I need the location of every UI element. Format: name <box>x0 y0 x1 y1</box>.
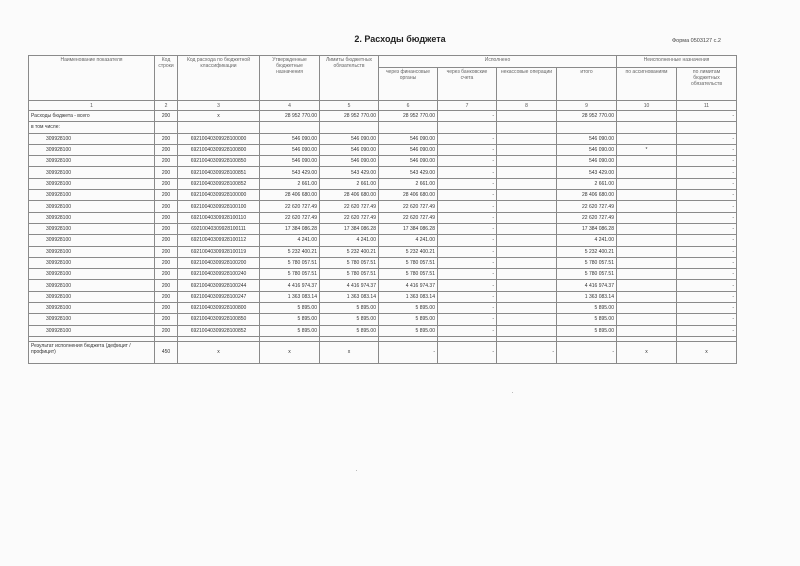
result-exec-fin: - <box>379 341 438 363</box>
row-unexec-limits: - <box>677 201 737 212</box>
column-number: 2 <box>155 101 178 111</box>
row-unexec-assign <box>617 212 677 223</box>
row-exec-total: 5 780 057.51 <box>557 257 617 268</box>
row-name: в том числе: <box>29 122 155 133</box>
row-approved: 4 416 974.37 <box>260 280 320 291</box>
row-limits: 17 384 086.28 <box>320 223 379 234</box>
row-exec-bank: - <box>438 269 497 280</box>
table-row <box>29 122 737 133</box>
row-limits: 2 661.00 <box>320 178 379 189</box>
row-budget-code: 69210040309928100800 <box>178 144 260 155</box>
row-line-code: 200 <box>155 133 178 144</box>
row-limits: 546 090.00 <box>320 133 379 144</box>
row-unexec-assign <box>617 235 677 246</box>
row-unexec-limits: - <box>677 303 737 314</box>
header-unexecuted: Неисполненные назначения <box>617 56 737 68</box>
row-exec-fin: 28 952 770.00 <box>379 111 438 122</box>
row-exec-total: 5 780 057.51 <box>557 269 617 280</box>
result-unexec-limits: x <box>677 341 737 363</box>
row-exec-total <box>557 122 617 133</box>
row-unexec-limits: - <box>677 257 737 268</box>
row-unexec-assign <box>617 280 677 291</box>
row-line-code: 200 <box>155 235 178 246</box>
row-line-code: 200 <box>155 178 178 189</box>
row-unexec-limits: - <box>677 190 737 201</box>
table-row <box>29 201 737 212</box>
row-exec-bank: - <box>438 167 497 178</box>
row-exec-total: 546 090.00 <box>557 144 617 155</box>
row-line-code: 200 <box>155 325 178 336</box>
row-exec-fin: 546 090.00 <box>379 144 438 155</box>
header-unexec-limits: по лимитам бюджетных обязательств <box>677 68 737 101</box>
row-exec-total: 5 895.00 <box>557 303 617 314</box>
result-row <box>29 341 737 363</box>
section-title: 2. Расходы бюджета <box>354 34 446 44</box>
header-executed: Исполнено <box>379 56 617 68</box>
result-exec-bank: - <box>438 341 497 363</box>
row-budget-code: 69210040309928100800 <box>178 303 260 314</box>
row-exec-noncash <box>497 156 557 167</box>
row-line-code: 200 <box>155 223 178 234</box>
header-exec-total: итого <box>557 68 617 101</box>
row-unexec-assign <box>617 190 677 201</box>
row-exec-total: 22 620 727.49 <box>557 212 617 223</box>
row-name: 309928100 <box>29 314 155 325</box>
table-row <box>29 133 737 144</box>
row-limits: 5 895.00 <box>320 303 379 314</box>
header-exec-bank: через банковские счета <box>438 68 497 101</box>
row-limits: 4 416 974.37 <box>320 280 379 291</box>
row-name: 309928100 <box>29 178 155 189</box>
row-exec-bank: - <box>438 314 497 325</box>
row-unexec-assign <box>617 269 677 280</box>
row-exec-fin: 22 620 727.49 <box>379 201 438 212</box>
row-name: 309928100 <box>29 246 155 257</box>
row-name: 309928100 <box>29 269 155 280</box>
row-name: 309928100 <box>29 303 155 314</box>
table-row <box>29 178 737 189</box>
row-exec-fin: 4 241.00 <box>379 235 438 246</box>
row-exec-bank: - <box>438 257 497 268</box>
row-limits: 543 429.00 <box>320 167 379 178</box>
table-row <box>29 303 737 314</box>
row-exec-bank: - <box>438 223 497 234</box>
row-exec-bank: - <box>438 190 497 201</box>
row-budget-code: 69210040309928100112 <box>178 235 260 246</box>
row-unexec-limits: - <box>677 178 737 189</box>
row-unexec-limits: - <box>677 212 737 223</box>
row-approved: 4 241.00 <box>260 235 320 246</box>
row-line-code: 200 <box>155 246 178 257</box>
row-limits: 5 780 057.51 <box>320 269 379 280</box>
column-number: 11 <box>677 101 737 111</box>
column-number: 3 <box>178 101 260 111</box>
row-approved: 28 406 680.00 <box>260 190 320 201</box>
row-line-code: 200 <box>155 257 178 268</box>
column-number: 10 <box>617 101 677 111</box>
row-exec-bank: - <box>438 133 497 144</box>
row-line-code: 200 <box>155 156 178 167</box>
row-exec-noncash <box>497 269 557 280</box>
row-exec-bank: - <box>438 325 497 336</box>
row-limits: 4 241.00 <box>320 235 379 246</box>
row-exec-noncash <box>497 235 557 246</box>
row-line-code: 200 <box>155 167 178 178</box>
row-limits: 1 363 083.14 <box>320 291 379 302</box>
row-exec-fin: 5 895.00 <box>379 303 438 314</box>
row-exec-noncash <box>497 325 557 336</box>
row-approved: 5 895.00 <box>260 303 320 314</box>
row-exec-total: 4 416 974.37 <box>557 280 617 291</box>
result-budget-code: x <box>178 341 260 363</box>
row-unexec-assign <box>617 303 677 314</box>
row-approved: 543 429.00 <box>260 167 320 178</box>
table-row <box>29 257 737 268</box>
row-exec-fin: 28 406 680.00 <box>379 190 438 201</box>
row-limits: 5 780 057.51 <box>320 257 379 268</box>
row-exec-total: 5 895.00 <box>557 314 617 325</box>
row-limits: 22 620 727.49 <box>320 212 379 223</box>
column-number: 7 <box>438 101 497 111</box>
row-approved: 5 895.00 <box>260 314 320 325</box>
row-exec-fin: 5 780 057.51 <box>379 269 438 280</box>
row-budget-code: x <box>178 111 260 122</box>
header-limits: Лимиты бюджетных обязательств <box>320 56 379 101</box>
row-limits: 22 620 727.49 <box>320 201 379 212</box>
header-name: Наименование показателя <box>29 56 155 101</box>
row-exec-total: 546 090.00 <box>557 133 617 144</box>
row-line-code: 200 <box>155 314 178 325</box>
row-line-code: 200 <box>155 280 178 291</box>
row-exec-bank: - <box>438 144 497 155</box>
row-limits <box>320 122 379 133</box>
result-exec-noncash: - <box>497 341 557 363</box>
row-name: 309928100 <box>29 144 155 155</box>
row-exec-bank: - <box>438 178 497 189</box>
row-exec-fin: 5 780 057.51 <box>379 257 438 268</box>
row-exec-bank: - <box>438 291 497 302</box>
row-exec-noncash <box>497 133 557 144</box>
row-approved: 5 232 400.21 <box>260 246 320 257</box>
row-unexec-assign <box>617 167 677 178</box>
row-name: 309928100 <box>29 257 155 268</box>
row-name: 309928100 <box>29 280 155 291</box>
row-approved: 5 780 057.51 <box>260 269 320 280</box>
table-row <box>29 212 737 223</box>
row-unexec-limits: - <box>677 223 737 234</box>
row-exec-noncash <box>497 190 557 201</box>
row-exec-total: 4 241.00 <box>557 235 617 246</box>
row-exec-total: 1 363 083.14 <box>557 291 617 302</box>
scan-speck <box>356 470 357 471</box>
row-unexec-limits: - <box>677 156 737 167</box>
row-budget-code: 69210040309928100110 <box>178 212 260 223</box>
row-approved: 1 363 083.14 <box>260 291 320 302</box>
row-unexec-limits: - <box>677 144 737 155</box>
row-exec-noncash <box>497 167 557 178</box>
table-row <box>29 280 737 291</box>
row-name: 309928100 <box>29 167 155 178</box>
row-exec-bank: - <box>438 235 497 246</box>
row-budget-code <box>178 122 260 133</box>
row-exec-noncash <box>497 144 557 155</box>
row-exec-bank: - <box>438 212 497 223</box>
row-unexec-limits: - <box>677 280 737 291</box>
row-approved: 5 780 057.51 <box>260 257 320 268</box>
row-name: 309928100 <box>29 235 155 246</box>
row-unexec-limits: - <box>677 291 737 302</box>
result-exec-total: - <box>557 341 617 363</box>
table-row <box>29 223 737 234</box>
row-exec-fin: 2 661.00 <box>379 178 438 189</box>
row-exec-total: 5 895.00 <box>557 325 617 336</box>
row-unexec-limits: - <box>677 235 737 246</box>
row-budget-code: 69210040309928100119 <box>178 246 260 257</box>
header-exec-fin: через финансовые органы <box>379 68 438 101</box>
row-budget-code: 69210040309928100111 <box>178 223 260 234</box>
row-exec-bank: - <box>438 111 497 122</box>
row-exec-bank: - <box>438 303 497 314</box>
table-row <box>29 291 737 302</box>
row-unexec-assign <box>617 246 677 257</box>
row-limits: 28 406 680.00 <box>320 190 379 201</box>
row-budget-code: 69210040309928100240 <box>178 269 260 280</box>
row-exec-fin: 5 895.00 <box>379 314 438 325</box>
expenses-table <box>28 55 737 364</box>
row-line-code: 200 <box>155 269 178 280</box>
row-unexec-limits: - <box>677 269 737 280</box>
row-name: 309928100 <box>29 325 155 336</box>
row-exec-total: 2 661.00 <box>557 178 617 189</box>
column-numbers-row <box>29 101 737 111</box>
table-row <box>29 167 737 178</box>
row-budget-code: 69210040309928100200 <box>178 257 260 268</box>
scan-speck <box>512 392 513 393</box>
row-exec-total: 546 090.00 <box>557 156 617 167</box>
row-exec-noncash <box>497 122 557 133</box>
row-approved: 546 090.00 <box>260 156 320 167</box>
column-number: 8 <box>497 101 557 111</box>
row-name: 309928100 <box>29 156 155 167</box>
result-approved: x <box>260 341 320 363</box>
row-line-code <box>155 122 178 133</box>
table-row <box>29 246 737 257</box>
row-budget-code: 69210040309928100850 <box>178 156 260 167</box>
row-approved: 546 090.00 <box>260 133 320 144</box>
row-budget-code: 69210040309928100000 <box>178 190 260 201</box>
row-budget-code: 69210040309928100852 <box>178 325 260 336</box>
result-unexec-assign: x <box>617 341 677 363</box>
row-exec-noncash <box>497 212 557 223</box>
column-number: 6 <box>379 101 438 111</box>
row-approved: 22 620 727.49 <box>260 201 320 212</box>
row-unexec-limits: - <box>677 314 737 325</box>
row-exec-noncash <box>497 291 557 302</box>
row-budget-code: 69210040309928100852 <box>178 178 260 189</box>
row-exec-total: 28 406 680.00 <box>557 190 617 201</box>
row-approved <box>260 122 320 133</box>
row-exec-fin: 5 895.00 <box>379 325 438 336</box>
row-unexec-limits: - <box>677 167 737 178</box>
row-exec-noncash <box>497 303 557 314</box>
row-name: 309928100 <box>29 190 155 201</box>
row-unexec-assign <box>617 201 677 212</box>
table-row <box>29 235 737 246</box>
row-unexec-assign <box>617 133 677 144</box>
row-line-code: 200 <box>155 144 178 155</box>
row-approved: 22 620 727.49 <box>260 212 320 223</box>
row-approved: 546 090.00 <box>260 144 320 155</box>
row-budget-code: 69210040309928100851 <box>178 167 260 178</box>
row-exec-total: 22 620 727.49 <box>557 201 617 212</box>
row-exec-noncash <box>497 257 557 268</box>
row-budget-code: 69210040309928100100 <box>178 201 260 212</box>
row-limits: 5 895.00 <box>320 314 379 325</box>
row-exec-noncash <box>497 178 557 189</box>
row-exec-fin: 1 363 083.14 <box>379 291 438 302</box>
row-name: 309928100 <box>29 291 155 302</box>
row-unexec-assign <box>617 178 677 189</box>
row-approved: 2 661.00 <box>260 178 320 189</box>
row-unexec-assign <box>617 111 677 122</box>
row-exec-fin: 546 090.00 <box>379 133 438 144</box>
row-exec-bank: - <box>438 156 497 167</box>
row-name: Расходы бюджета - всего <box>29 111 155 122</box>
table-row <box>29 269 737 280</box>
row-unexec-limits: - <box>677 325 737 336</box>
row-unexec-assign <box>617 257 677 268</box>
row-exec-noncash <box>497 111 557 122</box>
row-limits: 546 090.00 <box>320 144 379 155</box>
row-line-code: 200 <box>155 291 178 302</box>
row-exec-fin <box>379 122 438 133</box>
row-line-code: 200 <box>155 111 178 122</box>
row-exec-noncash <box>497 280 557 291</box>
row-unexec-assign <box>617 122 677 133</box>
form-number: Форма 0503127 с.2 <box>672 38 721 44</box>
header-exec-noncash: некассовые операции <box>497 68 557 101</box>
row-unexec-limits: - <box>677 246 737 257</box>
table-row <box>29 190 737 201</box>
row-unexec-assign: * <box>617 144 677 155</box>
result-name: Результат исполнения бюджета (дефицит / профицит) <box>29 341 155 363</box>
row-name: 309928100 <box>29 212 155 223</box>
row-line-code: 200 <box>155 303 178 314</box>
row-limits: 5 895.00 <box>320 325 379 336</box>
row-exec-bank: - <box>438 246 497 257</box>
row-line-code: 200 <box>155 212 178 223</box>
row-unexec-assign <box>617 223 677 234</box>
row-exec-bank <box>438 122 497 133</box>
row-limits: 5 232 400.21 <box>320 246 379 257</box>
row-exec-total: 5 232 400.21 <box>557 246 617 257</box>
row-exec-total: 17 384 086.28 <box>557 223 617 234</box>
result-line-code: 450 <box>155 341 178 363</box>
table-row <box>29 325 737 336</box>
row-unexec-limits: - <box>677 111 737 122</box>
header-line-code: Код строки <box>155 56 178 101</box>
row-approved: 5 895.00 <box>260 325 320 336</box>
column-number: 4 <box>260 101 320 111</box>
row-limits: 28 952 770.00 <box>320 111 379 122</box>
row-unexec-limits: - <box>677 133 737 144</box>
column-number: 9 <box>557 101 617 111</box>
row-exec-noncash <box>497 223 557 234</box>
header-approved: Утвержденные бюджетные назначения <box>260 56 320 101</box>
row-unexec-assign <box>617 325 677 336</box>
row-budget-code: 69210040309928100247 <box>178 291 260 302</box>
row-exec-fin: 22 620 727.49 <box>379 212 438 223</box>
row-unexec-limits <box>677 122 737 133</box>
row-exec-fin: 5 232 400.21 <box>379 246 438 257</box>
row-exec-total: 543 429.00 <box>557 167 617 178</box>
row-name: 309928100 <box>29 201 155 212</box>
table-row <box>29 156 737 167</box>
row-exec-total: 28 952 770.00 <box>557 111 617 122</box>
header-budget-code: Код расхода по бюджетной классификации <box>178 56 260 101</box>
row-budget-code: 69210040309928100850 <box>178 314 260 325</box>
row-exec-fin: 4 416 974.37 <box>379 280 438 291</box>
row-name: 309928100 <box>29 133 155 144</box>
row-exec-noncash <box>497 201 557 212</box>
table-row <box>29 111 737 122</box>
row-exec-fin: 546 090.00 <box>379 156 438 167</box>
column-number: 5 <box>320 101 379 111</box>
row-approved: 17 384 086.28 <box>260 223 320 234</box>
row-exec-noncash <box>497 246 557 257</box>
row-unexec-assign <box>617 156 677 167</box>
row-name: 309928100 <box>29 223 155 234</box>
header-unexec-assign: по ассигнованиям <box>617 68 677 101</box>
column-number: 1 <box>29 101 155 111</box>
row-exec-bank: - <box>438 280 497 291</box>
row-unexec-assign <box>617 314 677 325</box>
table-row <box>29 144 737 155</box>
table-body <box>29 111 737 364</box>
row-budget-code: 69210040309928100244 <box>178 280 260 291</box>
row-exec-fin: 543 429.00 <box>379 167 438 178</box>
row-exec-noncash <box>497 314 557 325</box>
row-exec-bank: - <box>438 201 497 212</box>
row-line-code: 200 <box>155 190 178 201</box>
row-line-code: 200 <box>155 201 178 212</box>
row-exec-fin: 17 384 086.28 <box>379 223 438 234</box>
row-budget-code: 69210040309928100000 <box>178 133 260 144</box>
row-limits: 546 090.00 <box>320 156 379 167</box>
row-unexec-assign <box>617 291 677 302</box>
row-approved: 28 952 770.00 <box>260 111 320 122</box>
result-limits: x <box>320 341 379 363</box>
table-row <box>29 314 737 325</box>
